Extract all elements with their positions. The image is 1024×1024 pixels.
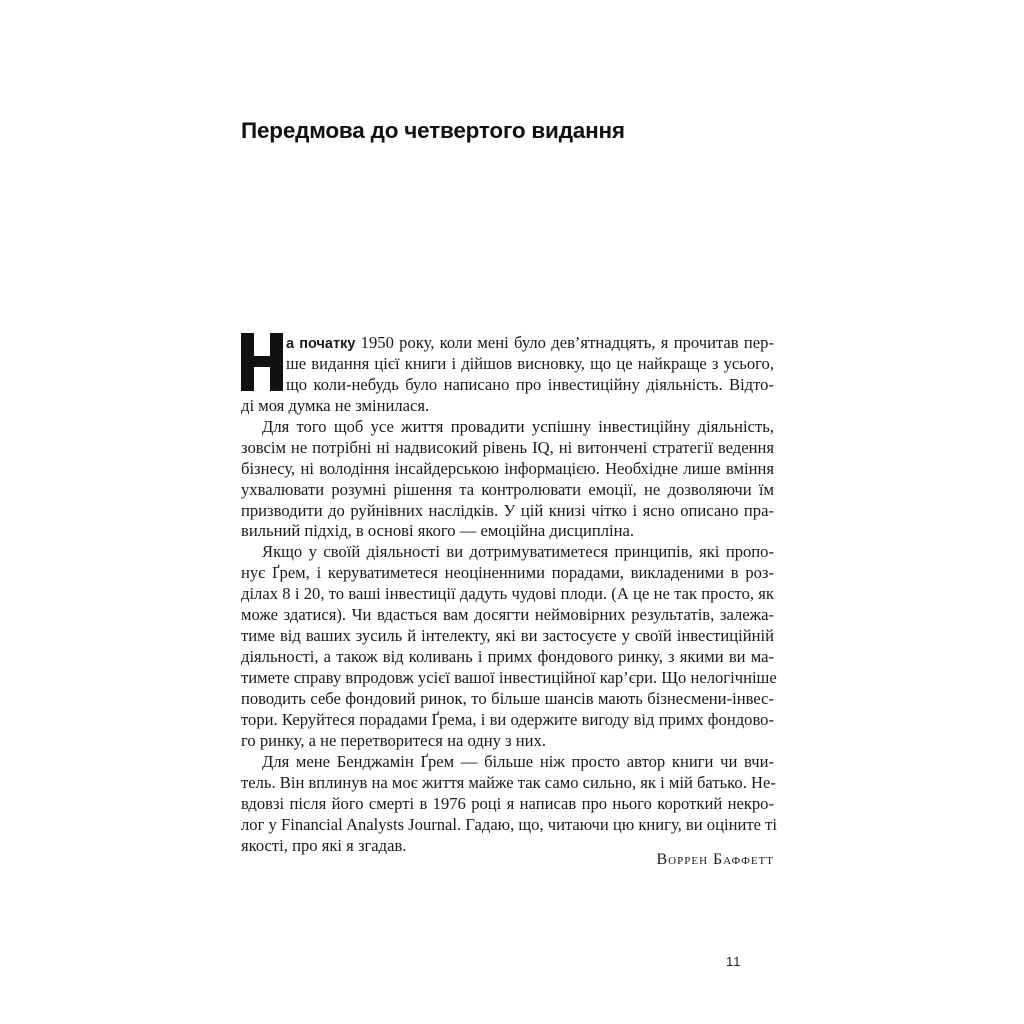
- text-line: [241, 814, 777, 836]
- text-line: [241, 542, 774, 563]
- line-text: якості, про які я згадав.: [241, 835, 407, 855]
- text-line: [241, 480, 774, 501]
- line-text: поводить себе фондовий ринок, то більше шансів мають бізнесмени-інвес-: [241, 688, 774, 708]
- paragraph: [241, 751, 777, 857]
- line-text: тори. Керуйтеся порадами Ґрема, і ви одержите вигоду від примх фондово-: [241, 709, 774, 729]
- line-text: діяльності, а також від коливань і примх фондового ринку, з якими ви ма-: [241, 647, 774, 667]
- line-text: призводити до руйнівних наслідків. У цій книзі чітко і ясно описано пра-: [241, 500, 774, 520]
- line-text: 1950 року, коли мені було дев’ятнадцять, я прочитав пер-: [355, 333, 774, 352]
- line-text: Якщо у своїй діяльності ви дотримуватиметеся принципів, які пропо-: [262, 542, 774, 562]
- text-line: [241, 626, 774, 647]
- text-line: [241, 354, 774, 375]
- text-line: [241, 605, 774, 626]
- line-text: вдовзі після його смерті в 1976 році я написав про нього короткий некро-: [241, 793, 774, 813]
- paragraph: [241, 417, 774, 543]
- line-text: що коли-небудь було написано про інвестиційну діяльність. Відто-: [286, 374, 774, 394]
- page-title: Передмова до четвертого видання: [241, 118, 625, 143]
- text-line: [241, 459, 774, 480]
- line-text: зовсім не потрібні ні надвисокий рівень IQ, ні витончені стратегії ведення: [241, 437, 774, 457]
- line-text: вильний підхід, в основі якого — емоційна дисципліна.: [241, 521, 635, 541]
- line-text: го ринку, а не перетворитеся на одну з них.: [241, 730, 546, 750]
- line-text: бізнесу, ні володіння інсайдерською інформацією. Необхідне лише вміння: [241, 458, 774, 478]
- line-text: тель. Він вплинув на моє життя майже так само сильно, як і мій батько. Не-: [241, 772, 776, 792]
- text-line: [241, 773, 774, 794]
- text-line: [241, 521, 774, 542]
- line-text: може здатися). Чи вдасться вам досягти неймовірних результатів, залежа-: [241, 605, 774, 625]
- line-text: лог у Financial Analysts Journal. Гадаю, що, читаючи цю книгу, ви оціните ті: [241, 814, 777, 834]
- line-text: тимете справу впродовж усієї вашої інвестиційної кар’єри. Що нелогічніше: [241, 668, 777, 687]
- text-line: [241, 584, 774, 605]
- text-line: [241, 375, 774, 396]
- text-line: [241, 689, 774, 710]
- paragraph: [241, 333, 774, 417]
- text-line: [241, 647, 774, 668]
- text-line: [241, 710, 774, 731]
- line-text: ділах 8 і 20, то ваші інвестиції дадуть чудові плоди. (А це не так просто, як: [241, 584, 774, 604]
- paragraph: [241, 542, 777, 751]
- text-line: [241, 752, 774, 773]
- line-text: ді моя думка не змінилася.: [241, 395, 430, 415]
- line-text: тиме від ваших зусиль й інтелекту, які ви застосуєте у своїй інвестиційній: [241, 626, 774, 646]
- text-line: [241, 396, 774, 417]
- line-text: Для того щоб усе життя провадити успішну інвестиційну діяльність,: [262, 416, 774, 436]
- text-line: [241, 794, 774, 815]
- signature: Воррен Баффетт: [656, 851, 774, 868]
- line-text: нує Ґрем, і керуватиметеся неоціненними порадами, викладеними в роз-: [241, 563, 774, 583]
- line-text: Для мене Бенджамін Ґрем — більше ніж просто автор книги чи вчи-: [262, 751, 774, 771]
- text-line: [241, 731, 774, 752]
- text-line: [241, 668, 777, 689]
- lead-in: а початку: [286, 336, 356, 352]
- text-line: [241, 417, 774, 438]
- text-line: [241, 438, 774, 459]
- text-line: [241, 501, 774, 522]
- line-text: ухвалювати розумні рішення та контролювати емоції, не дозволяючи їм: [241, 479, 774, 499]
- body-text: [241, 333, 777, 856]
- line-text: ше видання цієї книги і дійшов висновку, що це найкраще з усього,: [286, 353, 774, 373]
- text-line: [241, 563, 774, 584]
- page-number: 11: [726, 954, 742, 969]
- text-line: [241, 333, 774, 354]
